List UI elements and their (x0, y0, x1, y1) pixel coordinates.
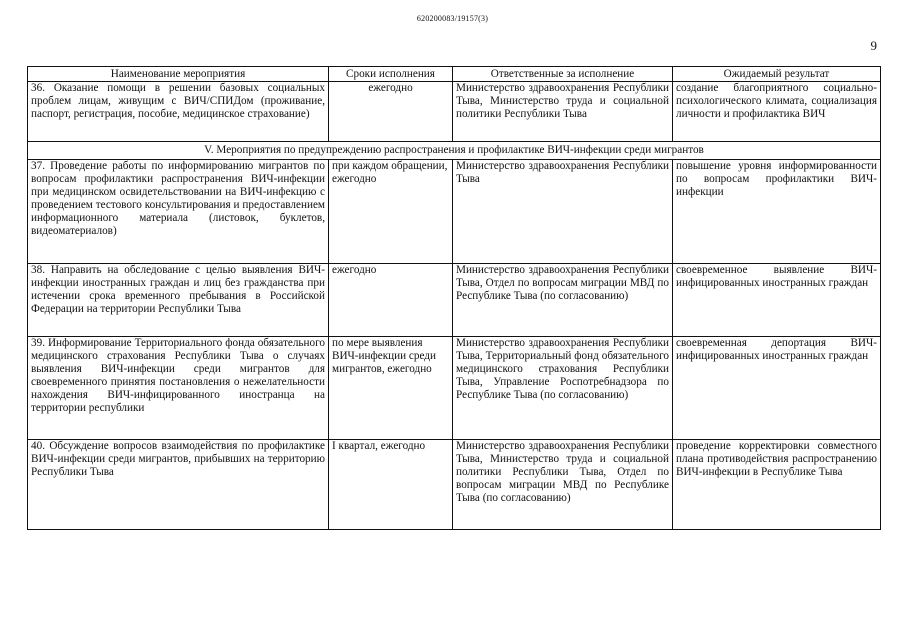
row-name: 38. Направить на обследование с целью выявления ВИЧ-инфекции иностранных граждан и лиц без гражданства при истечении срока временного пребывания в Российской Федерации на территории Республики Тыва (28, 264, 329, 337)
row-responsible: Министерство здравоохранения Республики Тыва, Территориальный фонд обязательного медицинского страхования Республики Тыва, Управление Роспотребнадзора по Республике Тыва (по согласованию) (453, 337, 673, 440)
header-result: Ожидаемый результат (673, 67, 881, 82)
measures-table (27, 66, 881, 530)
row-result: своевременное выявление ВИЧ-инфицированных иностранных граждан (673, 264, 881, 337)
header-responsible: Ответственные за исполнение (453, 67, 673, 82)
row-responsible: Министерство здравоохранения Республики Тыва (453, 160, 673, 264)
row-name: 37. Проведение работы по информированию мигрантов по вопросам профилактики распространения ВИЧ-инфекции при медицинском освидетельствовании на ВИЧ-инфекцию с проведением тестового консультирования и предоставлением информационного материала (листовок, буклетов, видеоматериалов) (28, 160, 329, 264)
header-term: Сроки исполнения (329, 67, 453, 82)
row-term: по мере выявления ВИЧ-инфекции среди мигрантов, ежегодно (329, 337, 453, 440)
row-result: проведение корректировки совместного плана противодействия распространению ВИЧ-инфекции в Республике Тыва (673, 440, 881, 530)
row-result: повышение уровня информированности по вопросам профилактики ВИЧ-инфекции (673, 160, 881, 264)
row-term: ежегодно (329, 82, 453, 142)
table-row (28, 440, 881, 530)
row-term: ежегодно (329, 264, 453, 337)
table-row (28, 264, 881, 337)
table-row (28, 337, 881, 440)
table-header-row (28, 67, 881, 82)
row-term: при каждом обращении, ежегодно (329, 160, 453, 264)
row-term: I квартал, ежегодно (329, 440, 453, 530)
table-row (28, 160, 881, 264)
row-responsible: Министерство здравоохранения Республики Тыва, Отдел по вопросам миграции МВД по Республике Тыва (по согласованию) (453, 264, 673, 337)
header-name: Наименование мероприятия (28, 67, 329, 82)
row-result: своевременная депортация ВИЧ-инфицированных иностранных граждан (673, 337, 881, 440)
document-code: 620200083/19157(3) (416, 14, 489, 23)
row-responsible: Министерство здравоохранения Республики Тыва, Министерство труда и социальной политики Республики Тыва, Отдел по вопросам миграции МВД по Республике Тыва (по согласованию) (453, 440, 673, 530)
row-name: 39. Информирование Территориального фонда обязательного медицинского страхования Республики Тыва о случаях выявления ВИЧ-инфекции среди мигрантов для своевременного принятия постановления о нежелательности нахождения ВИЧ-инфицированного иностранца на территории республики (28, 337, 329, 440)
table-row (28, 82, 881, 142)
row-responsible: Министерство здравоохранения Республики Тыва, Министерство труда и социальной политики Республики Тыва (453, 82, 673, 142)
row-result: создание благоприятного социально-психологического климата, социализация личности и профилактика ВИЧ (673, 82, 881, 142)
row-name: 36. Оказание помощи в решении базовых социальных проблем лицам, живущим с ВИЧ/СПИДом (проживание, паспорт, регистрация, пособие, медицинское страхование) (28, 82, 329, 142)
section-title: V. Мероприятия по предупреждению распространения и профилактике ВИЧ-инфекции среди мигрантов (28, 142, 881, 160)
row-name: 40. Обсуждение вопросов взаимодействия по профилактике ВИЧ-инфекции среди мигрантов, прибывших на территорию Республики Тыва (28, 440, 329, 530)
section-row (28, 142, 881, 160)
page-number: 9 (870, 38, 877, 53)
